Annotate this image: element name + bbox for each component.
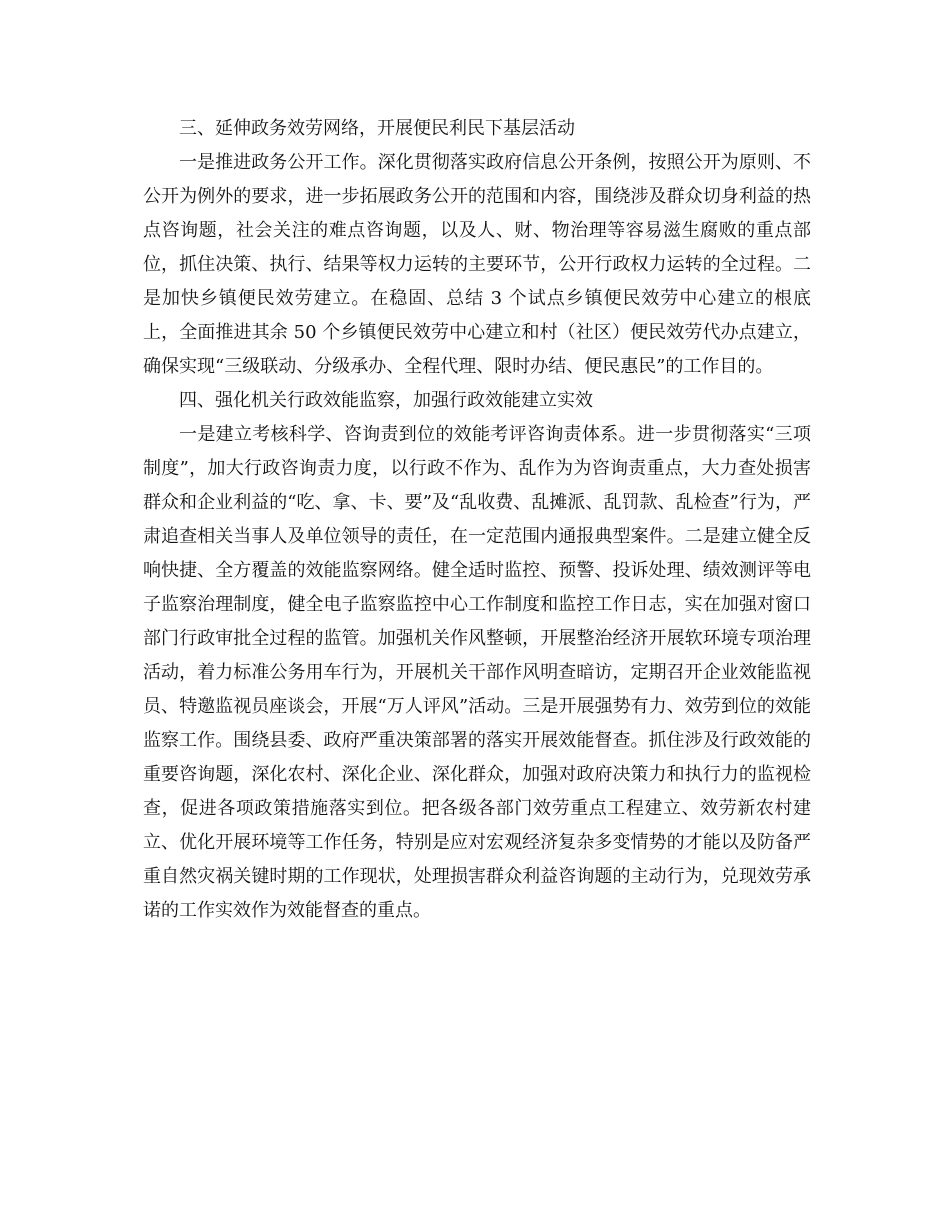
body-paragraph: 一是建立考核科学、咨询责到位的效能考评咨询责体系。进一步贯彻落实“三项制度”，加大行政咨询责力度，以行政不作为、乱作为为咨询责重点，大力查处损害群众和企业利益的“吃、拿、卡、要”及“乱收费、乱摊派、乱罚款、乱检查”行为，严肃追查相关当事人及单位领导的责任，在一定范围内通报典型案件。二是建立健全反响快捷、全方覆盖的效能监察网络。健全适时监控、预警、投诉处理、绩效测评等电子监察治理制度，健全电子监察监控中心工作制度和监控工作日志，实在加强对窗口部门行政审批全过程的监管。加强机关作风整顿，开展整治经济开展软环境专项治理活动，着力标准公务用车行为，开展机关干部作风明查暗访，定期召开企业效能监视员、特邀监视员座谈会，开展“万人评风”活动。三是开展强势有力、效劳到位的效能监察工作。围绕县委、政府严重决策部署的落实开展效能督查。抓住涉及行政效能的重要咨询题，深化农村、深化企业、深化群众，加强对政府决策力和执行力的监视检查，促进各项政策措施落实到位。把各级各部门效劳重点工程建立、效劳新农村建立、优化开展环境等工作任务，特别是应对宏观经济复杂多变情势的才能以及防备严重自然灾祸关键时期的工作现状，处理损害群众利益咨询题的主动行为，兑现效劳承诺的工作实效作为效能督查的重点。 [143,424,811,921]
section-heading-4: 四、强化机关行政效能监察，加强行政效能建立实效 [179,390,593,411]
document-page [143,112,811,928]
body-paragraph: 一是推进政务公开工作。深化贯彻落实政府信息公开条例，按照公开为原则、不公开为例外的要求，进一步拓展政务公开的范围和内容，围绕涉及群众切身利益的热点咨询题，社会关注的难点咨询题，以及人、财、物治理等容易滋生腐败的重点部位，抓住决策、执行、结果等权力运转的主要环节，公开行政权力运转的全过程。二是加快乡镇便民效劳建立。在稳固、总结 3 个试点乡镇便民效劳中心建立的根底上，全面推进其余 50 个乡镇便民效劳中心建立和村（社区）便民效劳代办点建立，确保实现“三级联动、分级承办、全程代理、限时办结、便民惠民”的工作目的。 [143,152,811,377]
section-heading-3: 三、延伸政务效劳网络，开展便民利民下基层活动 [179,118,575,139]
